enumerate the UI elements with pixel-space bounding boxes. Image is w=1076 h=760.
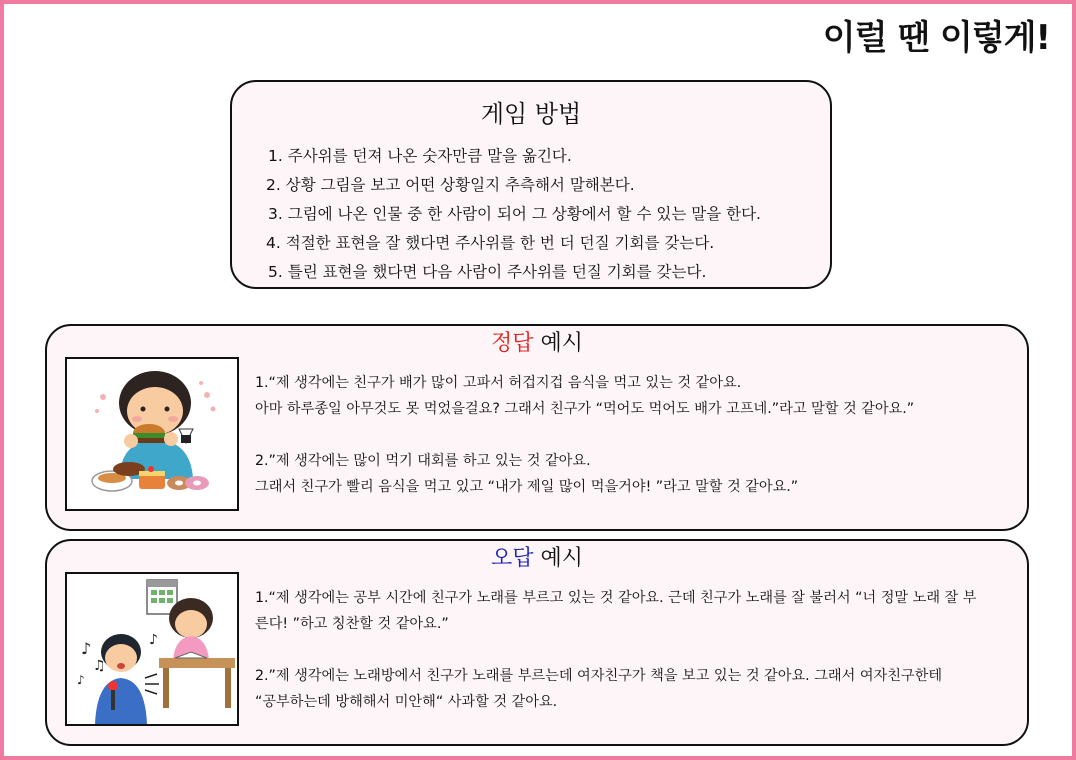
svg-text:♪: ♪ xyxy=(77,673,85,687)
answer-line: 2.”제 생각에는 많이 먹기 대회를 하고 있는 것 같아요. xyxy=(255,453,591,469)
wrong-example-box xyxy=(45,539,1029,746)
answer-line: 1.“제 생각에는 친구가 배가 많이 고파서 허겁지겁 음식을 먹고 있는 것 같아요. xyxy=(255,375,742,391)
page-title: 이럴 땐 이렇게! xyxy=(822,18,1050,58)
rules-list xyxy=(268,142,761,287)
eating-person-illustration-icon xyxy=(65,357,239,511)
answer-line: 른다! ”하고 칭찬할 것 같아요.” xyxy=(255,616,449,632)
svg-text:♫: ♫ xyxy=(93,658,106,674)
rules-title: 게임 방법 xyxy=(480,100,582,128)
rule-item: 3. 그림에 나온 인물 중 한 사람이 되어 그 상황에서 할 수 있는 말을 한다. xyxy=(268,205,761,223)
correct-example-box xyxy=(45,324,1029,531)
wrong-label: 오답 xyxy=(490,546,534,571)
answer-line: 2.”제 생각에는 노래방에서 친구가 노래를 부르는데 여자친구가 책을 보고 있는 것 같아요. 그래서 여자친구한테 xyxy=(255,668,943,684)
answer-line: “공부하는데 방해해서 미안해“ 사과할 것 같아요. xyxy=(255,694,558,710)
example-label: 예시 xyxy=(533,546,583,571)
correct-example-title xyxy=(47,326,1027,357)
rule-item: 2. 상황 그림을 보고 어떤 상황일지 추측해서 말해본다. xyxy=(266,176,635,194)
wrong-example-text xyxy=(255,585,1023,715)
rule-item: 4. 적절한 표현을 잘 했다면 주사위를 한 번 더 던질 기회를 갖는다. xyxy=(266,234,715,252)
correct-example-text xyxy=(255,370,1023,500)
wrong-example-title xyxy=(47,541,1027,572)
svg-text:♪: ♪ xyxy=(81,639,92,658)
rule-item: 1. 주사위를 던져 나온 숫자만큼 말을 옮긴다. xyxy=(268,147,572,165)
example-label: 예시 xyxy=(533,331,583,356)
answer-line: 아마 하루종일 아무것도 못 먹었을걸요? 그래서 친구가 “먹어도 먹어도 배가 고프네.”라고 말할 것 같아요.” xyxy=(255,401,915,417)
rule-item: 5. 틀린 표현을 했다면 다음 사람이 주사위를 던질 기회를 갖는다. xyxy=(268,263,707,281)
correct-label: 정답 xyxy=(490,331,534,356)
svg-text:♪: ♪ xyxy=(149,632,158,648)
answer-line: 그래서 친구가 빨리 음식을 먹고 있고 “내가 제일 많이 먹을거야! ”라고 말할 것 같아요.” xyxy=(255,479,799,495)
game-rules-box xyxy=(230,80,832,289)
singing-boy-studying-girl-illustration-icon xyxy=(65,572,239,726)
answer-line: 1.“제 생각에는 공부 시간에 친구가 노래를 부르고 있는 것 같아요. 근데 친구가 노래를 잘 불러서 “너 정말 노래 잘 부 xyxy=(255,590,977,606)
